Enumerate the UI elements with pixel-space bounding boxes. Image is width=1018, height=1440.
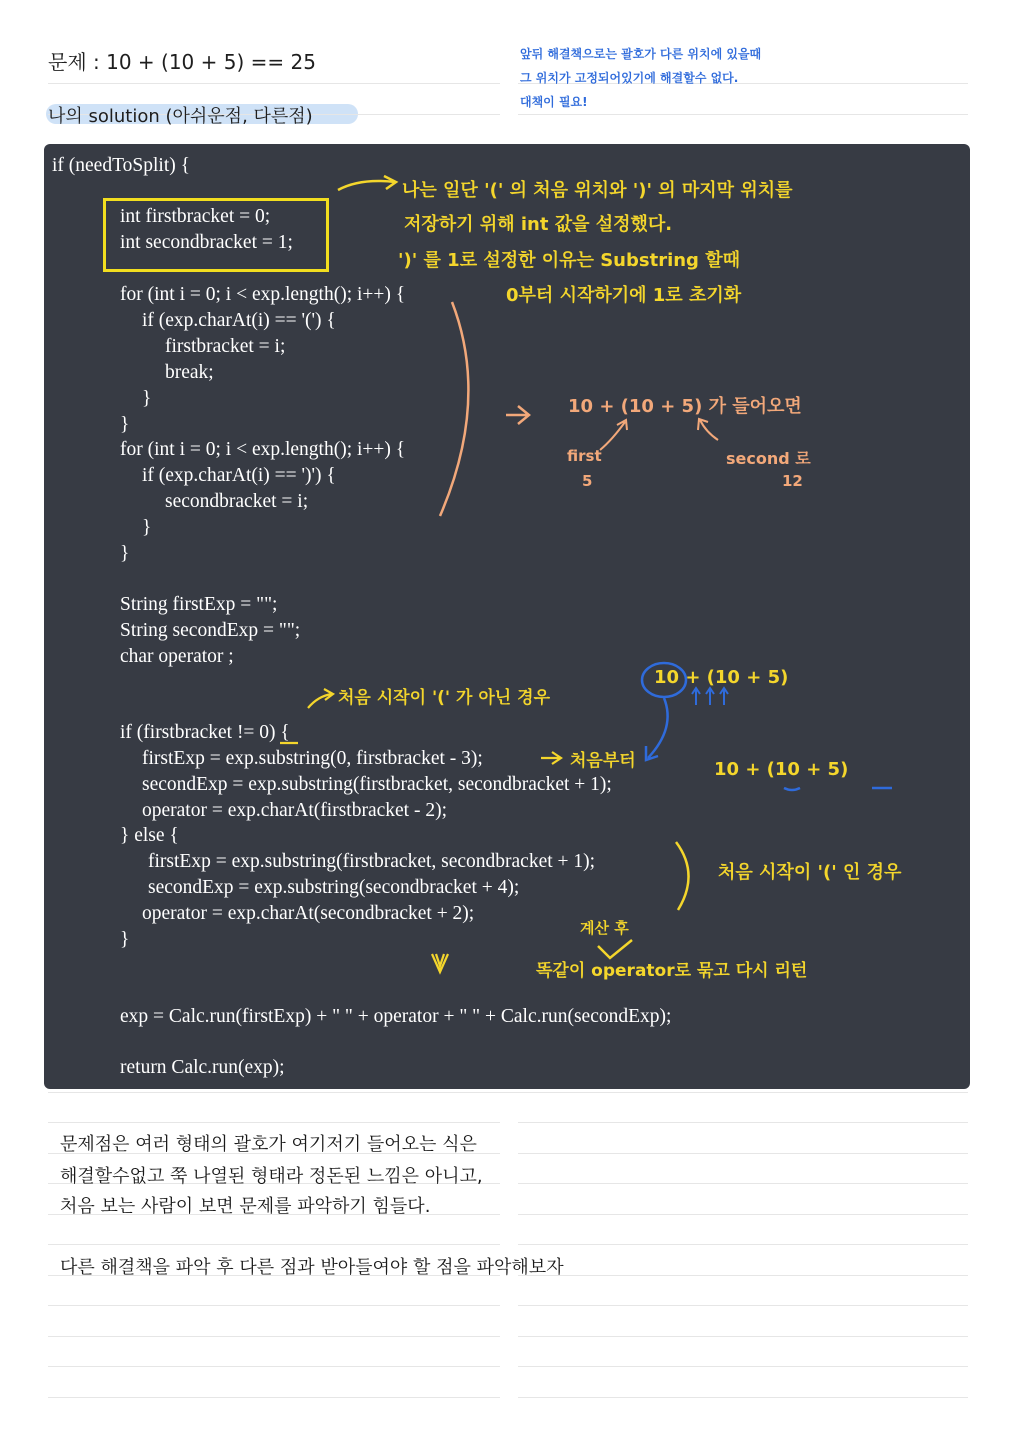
code-line: for (int i = 0; i < exp.length(); i++) { xyxy=(120,439,406,460)
arrow-down-icon xyxy=(432,954,448,972)
annotation-first-label: first xyxy=(567,447,602,465)
footer-line: 다른 해결책을 파악 후 다른 점과 받아들여야 할 점을 파악해보자 xyxy=(60,1257,564,1278)
arrow-icon xyxy=(506,406,529,424)
note-line: 앞뒤 해결책으로는 괄호가 다른 위치에 있을때 xyxy=(520,47,762,61)
code-line: } xyxy=(120,414,130,435)
annotation-yellow: 저장하기 위해 int 값을 설정했다. xyxy=(404,214,673,235)
annotation-case-not-paren: 처음 시작이 '(' 가 아닌 경우 xyxy=(338,688,550,708)
code-line: } xyxy=(142,388,152,409)
code-line: String firstExp = ""; xyxy=(120,594,278,615)
code-line: int firstbracket = 0; xyxy=(120,206,271,227)
footer-line: 해결할수없고 쭉 나열된 형태라 정돈된 느낌은 아니고, xyxy=(60,1166,483,1187)
check-mark xyxy=(598,940,632,958)
annotation-first-value: 5 xyxy=(582,472,593,490)
bracket-mark xyxy=(676,842,689,910)
annotation-case-paren: 처음 시작이 '(' 인 경우 xyxy=(718,862,902,883)
annotation-yellow: 0부터 시작하기에 1로 초기화 xyxy=(506,285,742,306)
annotation-from-start: 처음부터 xyxy=(570,751,636,771)
arrow-icon xyxy=(698,419,718,440)
annotation-same-operator: 똑같이 operator로 묶고 다시 리턴 xyxy=(536,961,808,981)
annotation-second-value: 12 xyxy=(782,472,803,490)
annotation-yellow: 나는 일단 '(' 의 처음 위치와 ')' 의 마지막 위치를 xyxy=(402,180,793,201)
code-line: char operator ; xyxy=(120,646,234,667)
annotation-yellow: ')' 를 1로 설정한 이유는 Substring 할때 xyxy=(398,250,740,271)
arrow-icon xyxy=(706,688,714,705)
annotation-example: 10 + (10 + 5) 가 들어오면 xyxy=(568,396,802,417)
annotation-after-calc: 계산 후 xyxy=(580,919,629,937)
code-line: secondbracket = i; xyxy=(165,491,309,512)
code-line: } xyxy=(120,929,130,950)
footer-line: 문제점은 여러 형태의 괄호가 여기저기 들어오는 식은 xyxy=(60,1134,477,1155)
code-line: String secondExp = ""; xyxy=(120,620,301,641)
code-line: break; xyxy=(165,362,214,383)
note-line: 대책이 필요! xyxy=(520,95,588,109)
code-line: firstExp = exp.substring(0, firstbracket - 3); xyxy=(142,748,483,769)
underline-mark xyxy=(784,788,800,790)
annotation-expr-b: 10 + (10 + 5) xyxy=(714,759,849,780)
code-line: secondExp = exp.substring(secondbracket + 4); xyxy=(148,877,520,898)
arrow-icon xyxy=(541,752,561,764)
code-line: if (exp.charAt(i) == '(') { xyxy=(142,310,336,331)
code-line: return Calc.run(exp); xyxy=(120,1057,285,1078)
arrow-icon xyxy=(600,420,627,450)
footer-line: 처음 보는 사람이 보면 문제를 파악하기 힘들다. xyxy=(60,1196,431,1217)
code-line: for (int i = 0; i < exp.length(); i++) { xyxy=(120,284,406,305)
code-line: if (firstbracket != 0) { xyxy=(120,722,290,743)
code-line: } xyxy=(120,543,130,564)
note-line: 그 위치가 고정되어있기에 해결할수 없다. xyxy=(520,71,739,85)
code-line: operator = exp.charAt(firstbracket - 2); xyxy=(142,800,447,821)
arrow-icon xyxy=(646,698,668,760)
code-line: operator = exp.charAt(secondbracket + 2); xyxy=(142,903,475,924)
code-line: if (needToSplit) { xyxy=(52,155,190,176)
page-title: 문제 : 10 + (10 + 5) == 25 xyxy=(48,50,316,74)
code-line: } xyxy=(142,517,152,538)
annotation-expr-a: 10 + (10 + 5) xyxy=(654,667,789,688)
code-line: exp = Calc.run(firstExp) + " " + operator + " " + Calc.run(secondExp); xyxy=(120,1006,672,1027)
subtitle-text: 나의 solution (아쉬운점, 다른점) xyxy=(48,106,313,127)
code-line: firstExp = exp.substring(firstbracket, secondbracket + 1); xyxy=(148,851,596,872)
code-line: if (exp.charAt(i) == ')') { xyxy=(142,465,336,486)
arrow-icon xyxy=(692,688,700,705)
code-line: firstbracket = i; xyxy=(165,336,286,357)
code-line: int secondbracket = 1; xyxy=(120,232,293,253)
code-line: secondExp = exp.substring(firstbracket, secondbracket + 1); xyxy=(142,774,612,795)
code-line: } else { xyxy=(120,825,179,846)
arrow-icon xyxy=(720,688,728,705)
circle-mark xyxy=(642,663,686,697)
bracket-mark xyxy=(440,302,468,516)
annotation-second-label: second 로 xyxy=(726,449,811,468)
arrow-icon xyxy=(308,689,333,708)
expr-circled: 10 xyxy=(654,667,680,688)
